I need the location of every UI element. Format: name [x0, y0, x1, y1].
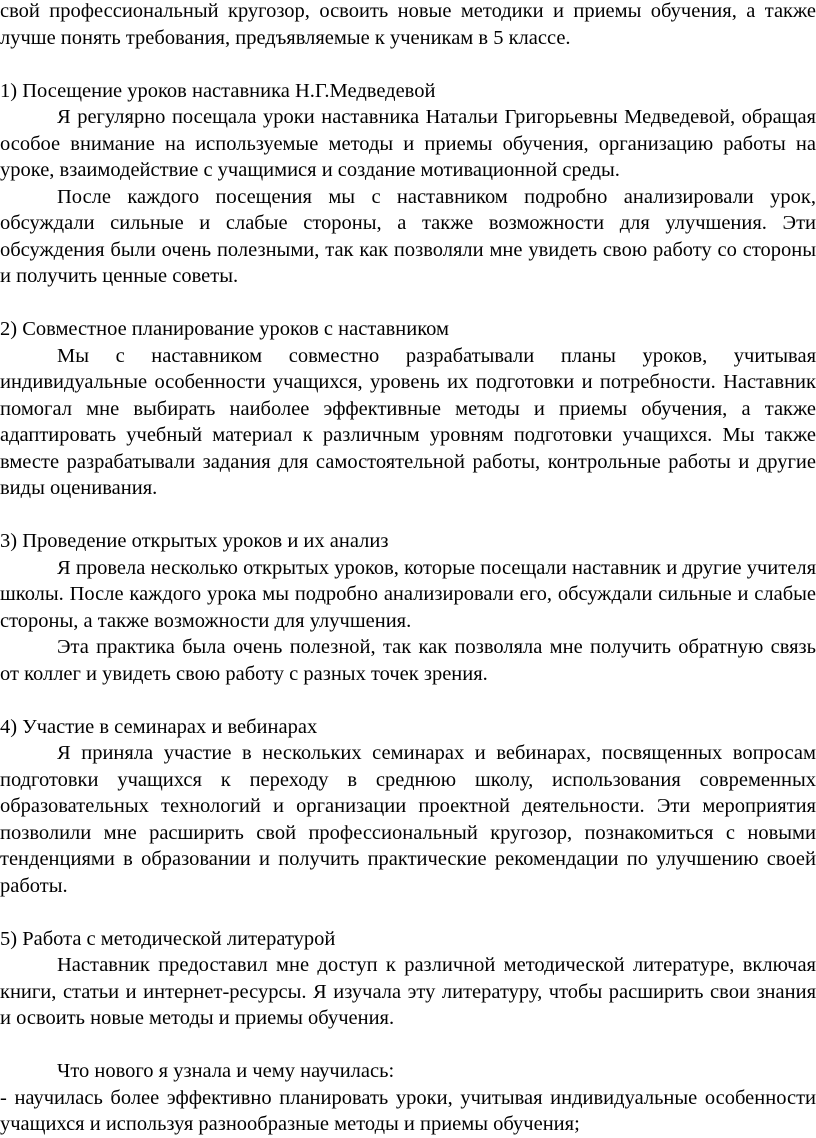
section-3-paragraph-1: Я провела несколько открытых уроков, которые посещали наставник и другие учителя школы. После каждого урока мы подробно анализировали его, обсуждали сильные и слабые стороны, а также возможности для улучшения. [0, 556, 816, 632]
spacer [0, 899, 816, 926]
intro-continuation: свой профессиональный кругозор, освоить новые методики и приемы обучения, а также лучше понять требования, предъявляемые к ученикам в 5 классе. [0, 0, 816, 49]
section-3-paragraph-2: Эта практика была очень полезной, так как позволяла мне получить обратную связь от коллег и увидеть свою работу с разных точек зрения. [0, 636, 816, 685]
spacer [0, 51, 816, 78]
section-heading-5: 5) Работа с методической литературой [0, 927, 336, 950]
spacer [0, 1032, 816, 1059]
section-heading-2: 2) Совместное планирование уроков с наставником [0, 318, 449, 340]
section-4-paragraph-1: Я приняла участие в нескольких семинарах и вебинарах, посвященных вопросам подготовки учащихся к переходу в среднюю школу, использования современных образовательных технологий и организации проектной деятельности. Эти мероприятия позволили мне расширить свой профессиональный кругозор, познакомиться с новыми тенденциями в образовании и получить практические рекомендации по улучшению своей работы. [0, 742, 816, 897]
section-heading-4: 4) Участие в семинарах и вебинарах [0, 715, 318, 738]
learned-lead: Что нового я узнала и чему научилась: [57, 1060, 395, 1082]
section-heading-1: 1) Посещение уроков наставника Н.Г.Медведевой [0, 79, 436, 102]
section-heading-3: 3) Проведение открытых уроков и их анализ [0, 530, 389, 552]
spacer [0, 502, 816, 529]
section-2-paragraph-1: Мы с наставником совместно разрабатывали планы уроков, учитывая индивидуальные особенности учащихся, уровень их подготовки и потребности. Наставник помогал мне выбирать наиболее эффективные методы и приемы обучения, а также адаптировать учебный материал к различным уровням подготовки учащихся. Мы также вместе разрабатывали задания для самостоятельной работы, контрольные работы и другие виды оценивания. [0, 344, 816, 499]
section-1-paragraph-2: После каждого посещения мы с наставником подробно анализировали урок, обсуждали сильные и слабые стороны, а также возможности для улучшения. Эти обсуждения были очень полезными, так как позволяли мне увидеть свою работу со стороны и получить ценные советы. [0, 185, 816, 287]
learned-item-1: - научилась более эффективно планировать уроки, учитывая индивидуальные особенности учащихся и используя разнообразные методы и приемы обучения; [0, 1086, 816, 1135]
section-1-paragraph-1: Я регулярно посещала уроки наставника Натальи Григорьевны Медведевой, обращая особое внимание на используемые методы и приемы обучения, организацию работы на уроке, взаимодействие с учащимися и создание мотивационной среды. [0, 106, 816, 181]
spacer [0, 687, 816, 714]
spacer [0, 290, 816, 317]
section-5-paragraph-1: Наставник предоставил мне доступ к различной методической литературе, включая книги, статьи и интернет-ресурсы. Я изучала эту литературу, чтобы расширить свои знания и освоить новые методы и приемы обучения. [0, 954, 816, 1029]
